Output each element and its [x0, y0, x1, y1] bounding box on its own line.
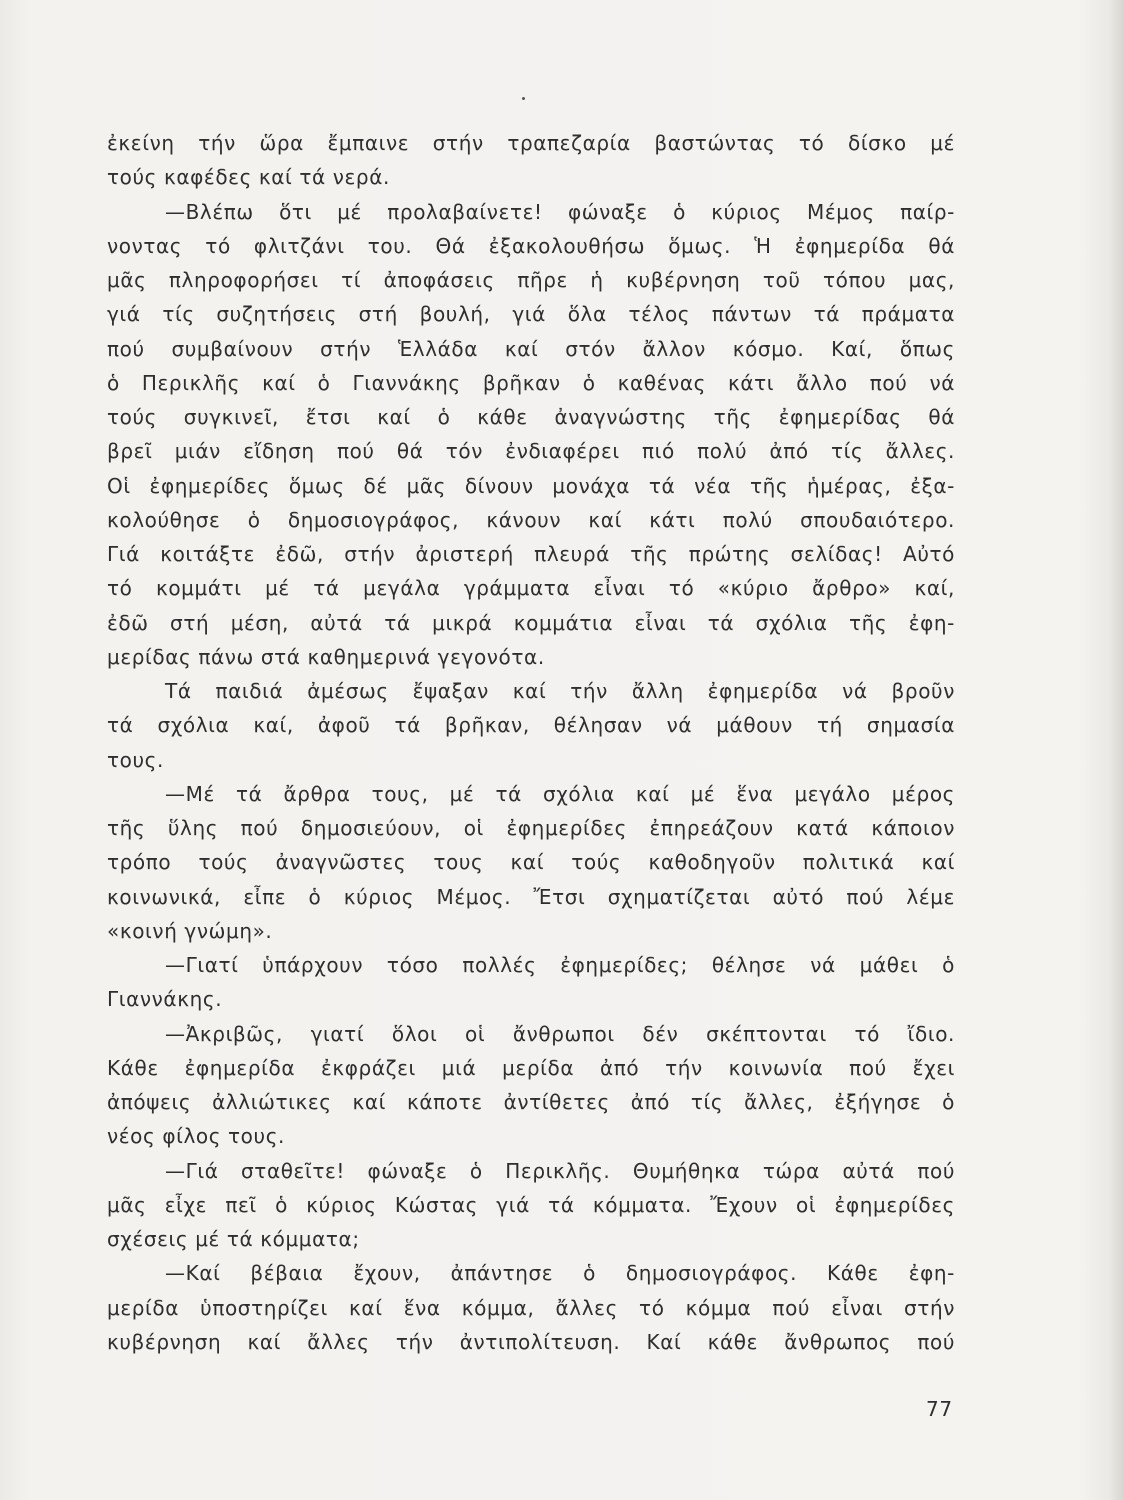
text-line: ἀπόψεις ἀλλιώτικες καί κάποτε ἀντίθετες ἀπό τίς ἄλλες, ἐξήγησε ὁ: [107, 1090, 955, 1114]
text-line: ἐκείνη τήν ὥρα ἔμπαινε στήν τραπεζαρία βαστώντας τό δίσκο μέ: [107, 131, 955, 155]
text-line: —Ἀκριβῶς, γιατί ὅλοι οἱ ἄνθρωποι δέν σκέπτονται τό ἴδιο.: [165, 1021, 955, 1046]
text-line: μερίδα ὑποστηρίζει καί ἕνα κόμμα, ἄλλες τό κόμμα πού εἶναι στήν: [107, 1295, 955, 1320]
scan-speck: [522, 97, 525, 100]
text-line: —Καί βέβαια ἔχουν, ἀπάντησε ὁ δημοσιογράφος. Κάθε ἐφη-: [165, 1261, 955, 1286]
page-edge-shadow: [1109, 0, 1123, 1500]
body-text: [107, 126, 955, 1359]
text-line: τό κομμάτι μέ τά μεγάλα γράμματα εἶναι τό «κύριο ἄρθρο» καί,: [107, 576, 955, 601]
text-line: μᾶς πληροφορήσει τί ἀποφάσεις πῆρε ἡ κυβέρνηση τοῦ τόπου μας,: [107, 268, 955, 292]
text-line: Γιαννάκης.: [107, 987, 223, 1012]
text-line: τους.: [107, 747, 164, 772]
text-line: γιά τίς συζητήσεις στή βουλή, γιά ὅλα τέλος πάντων τά πράματα: [107, 302, 955, 327]
text-line: τῆς ὕλης πού δημοσιεύουν, οἱ ἐφημερίδες ἐπηρεάζουν κατά κάποιον: [107, 816, 955, 840]
text-line: σχέσεις μέ τά κόμματα;: [107, 1227, 360, 1251]
text-line: —Μέ τά ἄρθρα τους, μέ τά σχόλια καί μέ ἕνα μεγάλο μέρος: [165, 781, 955, 806]
text-line: «κοινή γνώμη».: [107, 918, 273, 943]
text-line: ἐδῶ στή μέση, αὐτά τά μικρά κομμάτια εἶναι τά σχόλια τῆς ἐφη-: [107, 610, 955, 635]
text-line: τούς καφέδες καί τά νερά.: [107, 165, 390, 190]
text-line: βρεῖ μιάν εἴδηση πού θά τόν ἐνδιαφέρει πιό πολύ ἀπό τίς ἄλλες.: [107, 439, 955, 464]
text-line: μᾶς εἶχε πεῖ ὁ κύριος Κώστας γιά τά κόμματα. Ἔχουν οἱ ἐφημερίδες: [107, 1192, 955, 1217]
text-line: κοινωνικά, εἶπε ὁ κύριος Μέμος. Ἔτσι σχηματίζεται αὐτό πού λέμε: [107, 884, 955, 909]
text-line: κολούθησε ὁ δημοσιογράφος, κάνουν καί κάτι πολύ σπουδαιότερο.: [107, 507, 955, 532]
text-line: Οἱ ἐφημερίδες ὅμως δέ μᾶς δίνουν μονάχα τά νέα τῆς ἡμέρας, ἐξα-: [107, 473, 955, 498]
text-line: τά σχόλια καί, ἀφοῦ τά βρῆκαν, θέλησαν νά μάθουν τή σημασία: [107, 713, 955, 738]
text-line: —Βλέπω ὅτι μέ προλαβαίνετε! φώναξε ὁ κύριος Μέμος παίρ-: [165, 199, 955, 224]
text-line: —Γιά σταθεῖτε! φώναξε ὁ Περικλῆς. Θυμήθηκα τώρα αὐτά πού: [165, 1158, 955, 1183]
text-line: Κάθε ἐφημερίδα ἐκφράζει μιά μερίδα ἀπό τήν κοινωνία πού ἔχει: [107, 1055, 955, 1080]
page-number: 77: [926, 1397, 953, 1421]
text-line: Τά παιδιά ἀμέσως ἔψαξαν καί τήν ἄλλη ἐφημερίδα νά βροῦν: [165, 679, 955, 703]
text-line: μερίδας πάνω στά καθημερινά γεγονότα.: [107, 644, 545, 669]
text-line: —Γιατί ὑπάρχουν τόσο πολλές ἐφημερίδες; θέλησε νά μάθει ὁ: [165, 953, 955, 977]
text-line: τούς συγκινεῖ, ἔτσι καί ὁ κάθε ἀναγνώστης τῆς ἐφημερίδας θά: [107, 405, 955, 429]
text-line: νέος φίλος τους.: [107, 1124, 285, 1149]
text-line: τρόπο τούς ἀναγνῶστες τους καί τούς καθοδηγοῦν πολιτικά καί: [107, 850, 955, 875]
text-line: πού συμβαίνουν στήν Ἑλλάδα καί στόν ἄλλον κόσμο. Καί, ὅπως: [107, 336, 955, 361]
text-line: κυβέρνηση καί ἄλλες τήν ἀντιπολίτευση. Καί κάθε ἄνθρωπος πού: [107, 1329, 955, 1354]
text-line: Γιά κοιτάξτε ἐδῶ, στήν ἀριστερή πλευρά τῆς πρώτης σελίδας! Αὐτό: [107, 542, 955, 566]
text-line: νοντας τό φλιτζάνι του. Θά ἐξακολουθήσω ὅμως. Ἡ ἐφημερίδα θά: [107, 233, 955, 258]
text-line: ὁ Περικλῆς καί ὁ Γιαννάκης βρῆκαν ὁ καθένας κάτι ἄλλο πού νά: [107, 370, 955, 395]
